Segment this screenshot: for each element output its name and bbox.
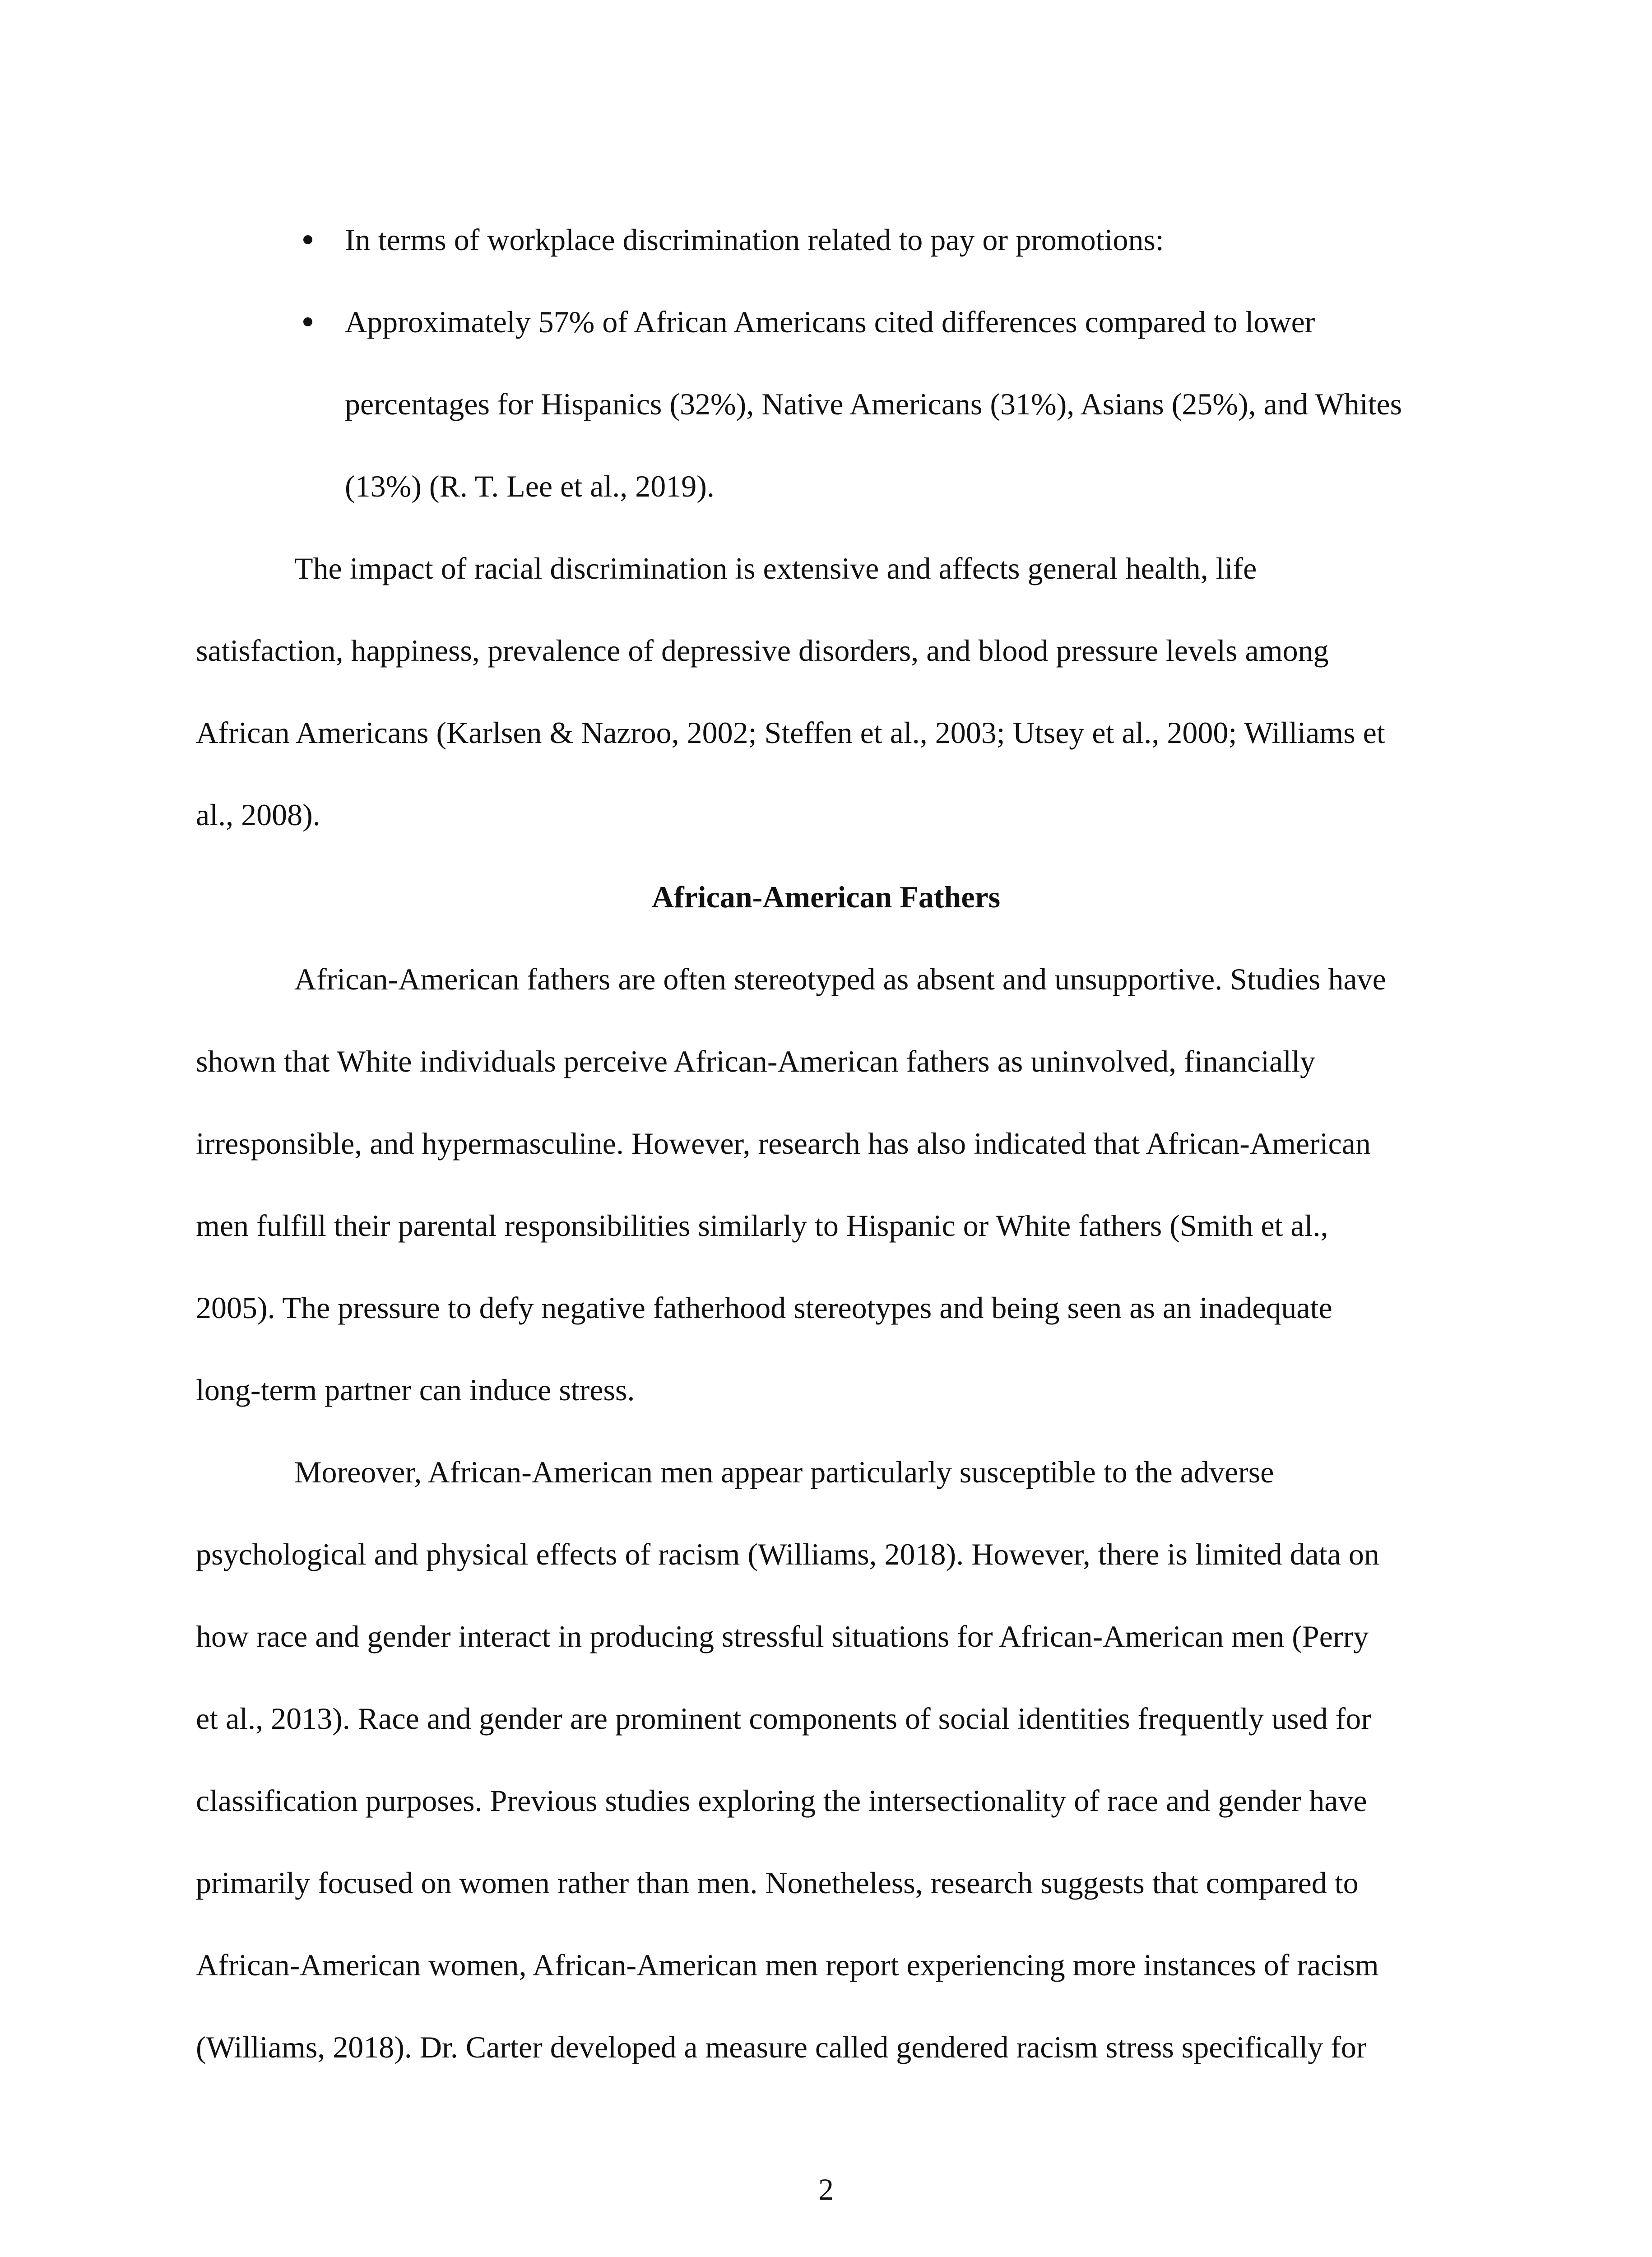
paragraph-line: shown that White individuals perceive African-American fathers as uninvolved, financially [196, 1044, 1315, 1078]
body-text [196, 199, 1456, 2088]
paragraph-line: African-American fathers are often stereotyped as absent and unsupportive. Studies have [294, 962, 1386, 996]
page-number: 2 [818, 2172, 834, 2206]
bullet-text: Approximately 57% of African Americans cited differences compared to lower [345, 305, 1315, 339]
bullet-item [196, 199, 1456, 281]
bullet-text: In terms of workplace discrimination related to pay or promotions: [345, 223, 1164, 257]
paragraph-line: African Americans (Karlsen & Nazroo, 2002; Steffen et al., 2003; Utsey et al., 2000; Williams et [196, 715, 1385, 750]
paragraph-line: men fulfill their parental responsibilities similarly to Hispanic or White fathers (Smith et al., [196, 1208, 1328, 1243]
paragraph-line: psychological and physical effects of racism (Williams, 2018). However, there is limited data on [196, 1537, 1379, 1571]
paragraph-line: African-American women, African-American men report experiencing more instances of racism [196, 1948, 1379, 1982]
paragraph-line: satisfaction, happiness, prevalence of depressive disorders, and blood pressure levels among [196, 633, 1329, 668]
paragraph-line: (Williams, 2018). Dr. Carter developed a measure called gendered racism stress specifically for [196, 2030, 1367, 2064]
paragraph-line: 2005). The pressure to defy negative fatherhood stereotypes and being seen as an inadequate [196, 1291, 1332, 1325]
bullet-icon [294, 281, 321, 363]
bullet-icon [294, 199, 321, 281]
bullet-text-continuation: (13%) (R. T. Lee et al., 2019). [345, 469, 715, 503]
bullet-item [196, 281, 1456, 363]
paragraph-line: classification purposes. Previous studies exploring the intersectionality of race and gender have [196, 1783, 1367, 1818]
paragraph-line: et al., 2013). Race and gender are prominent components of social identities frequently used for [196, 1701, 1371, 1736]
section-heading: African-American Fathers [651, 880, 1001, 914]
paragraph-line: primarily focused on women rather than men. Nonetheless, research suggests that compared to [196, 1866, 1359, 1900]
paragraph-line: Moreover, African-American men appear particularly susceptible to the adverse [294, 1455, 1274, 1489]
paragraph-line: al., 2008). [196, 798, 320, 832]
paragraph-line: irresponsible, and hypermasculine. However, research has also indicated that African-American [196, 1126, 1371, 1161]
paragraph-line: The impact of racial discrimination is extensive and affects general health, life [294, 551, 1257, 585]
bullet-text-continuation: percentages for Hispanics (32%), Native Americans (31%), Asians (25%), and Whites [345, 387, 1402, 421]
paragraph-line: long-term partner can induce stress. [196, 1373, 635, 1407]
paragraph-line: how race and gender interact in producing stressful situations for African-American men (Perry [196, 1619, 1369, 1653]
